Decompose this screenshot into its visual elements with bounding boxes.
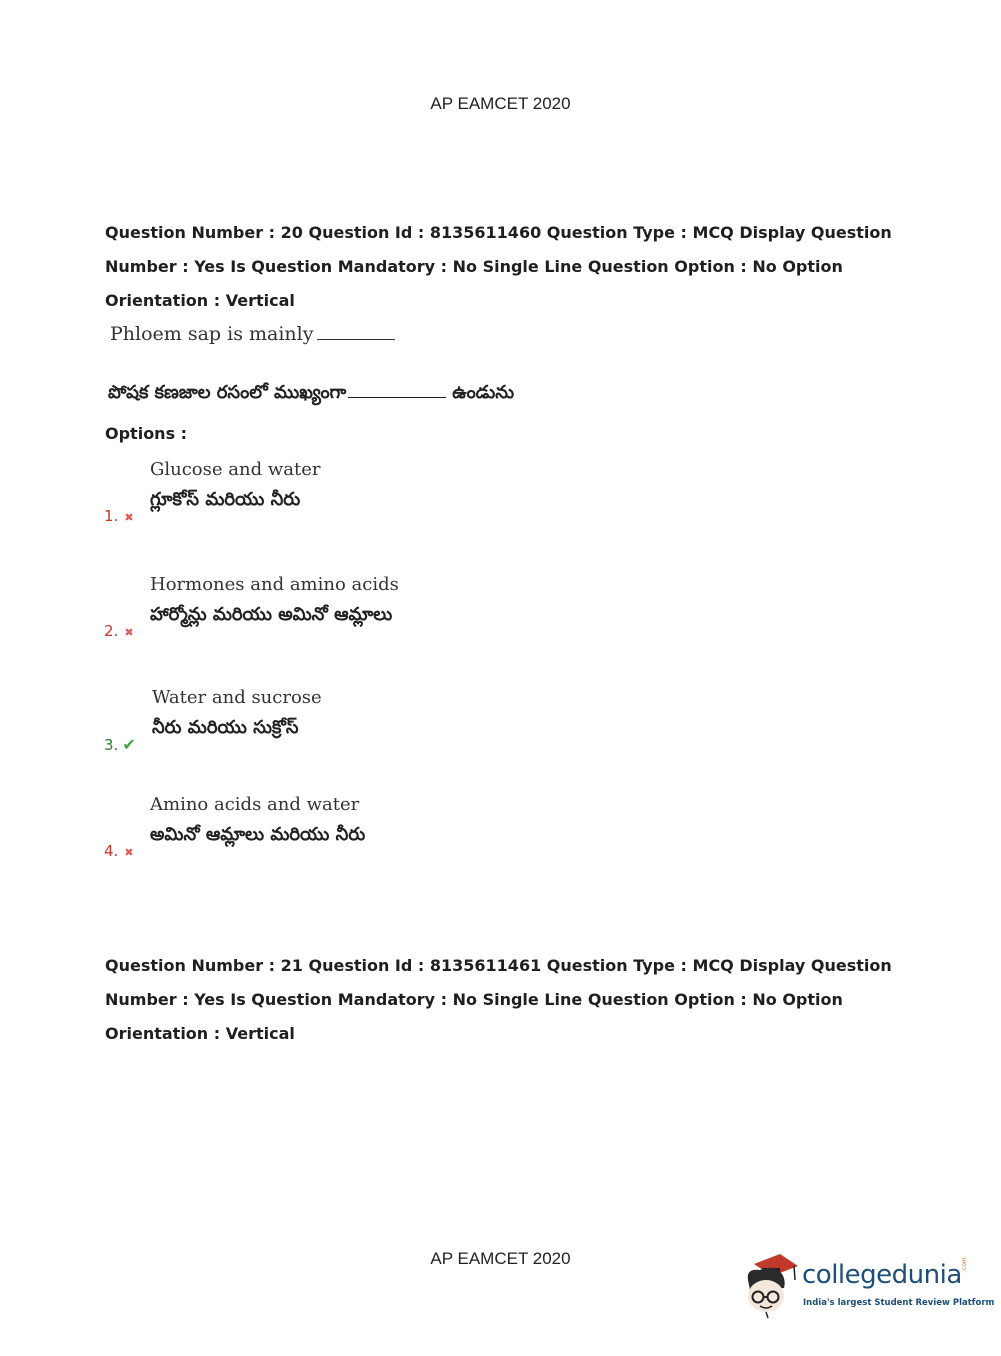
collegedunia-logo <box>740 1250 995 1320</box>
question-20-meta <box>105 216 905 318</box>
option-4 <box>104 794 704 874</box>
option-number <box>104 507 134 525</box>
cross-icon: ✖ <box>124 626 134 639</box>
question-text-telugu <box>108 381 514 407</box>
meta-line: Number : Yes Is Question Mandatory : No Single Line Question Option : No Option <box>105 257 843 276</box>
question-te-before: పోషక కణజాల రసంలో ముఖ్యంగా <box>108 382 347 403</box>
meta-line: Question Number : 21 Question Id : 8135611461 Question Type : MCQ Display Question <box>105 956 892 975</box>
meta-line: Orientation : Vertical <box>105 291 295 310</box>
option-2 <box>104 574 704 654</box>
option-telugu: గ్లూకోస్ మరియు నీరు <box>150 489 301 510</box>
option-number <box>104 622 134 640</box>
option-number-label: 2. <box>104 622 119 640</box>
option-telugu: అమినో ఆమ్లాలు మరియు నీరు <box>150 824 366 845</box>
cross-icon: ✖ <box>124 846 134 859</box>
mascot-icon <box>740 1250 800 1320</box>
option-english: Hormones and amino acids <box>150 574 399 595</box>
question-te-after: ఉండును <box>452 382 515 403</box>
option-telugu: హార్మోన్లు మరియు అమినో ఆమ్లాలు <box>150 604 393 625</box>
answer-blank-telugu <box>348 381 446 398</box>
option-1 <box>104 459 704 539</box>
option-number-label: 3. <box>104 736 119 754</box>
answer-blank <box>317 323 395 340</box>
meta-line: Number : Yes Is Question Mandatory : No Single Line Question Option : No Option <box>105 990 843 1009</box>
question-en-text: Phloem sap is mainly <box>110 323 314 345</box>
option-english: Glucose and water <box>150 459 321 480</box>
logo-tld: .com <box>961 1257 968 1272</box>
question-text-english <box>110 323 395 345</box>
page-header: AP EAMCET 2020 <box>430 94 571 113</box>
cross-icon: ✖ <box>124 511 134 524</box>
page-footer: AP EAMCET 2020 <box>430 1249 571 1268</box>
options-label: Options : <box>105 424 188 443</box>
option-number <box>104 842 134 860</box>
option-english: Water and sucrose <box>152 687 322 708</box>
option-number <box>104 735 136 754</box>
logo-wordmark: collegedunia <box>802 1260 962 1290</box>
meta-line: Question Number : 20 Question Id : 8135611460 Question Type : MCQ Display Question <box>105 223 892 242</box>
option-3 <box>104 687 704 767</box>
question-21-meta <box>105 949 905 1051</box>
option-number-label: 4. <box>104 842 119 860</box>
logo-tagline: India's largest Student Review Platform <box>803 1298 995 1308</box>
option-number-label: 1. <box>104 507 119 525</box>
check-icon: ✔ <box>122 735 136 754</box>
option-english: Amino acids and water <box>150 794 360 815</box>
option-telugu: నీరు మరియు సుక్రోస్ <box>152 717 299 738</box>
meta-line: Orientation : Vertical <box>105 1024 295 1043</box>
